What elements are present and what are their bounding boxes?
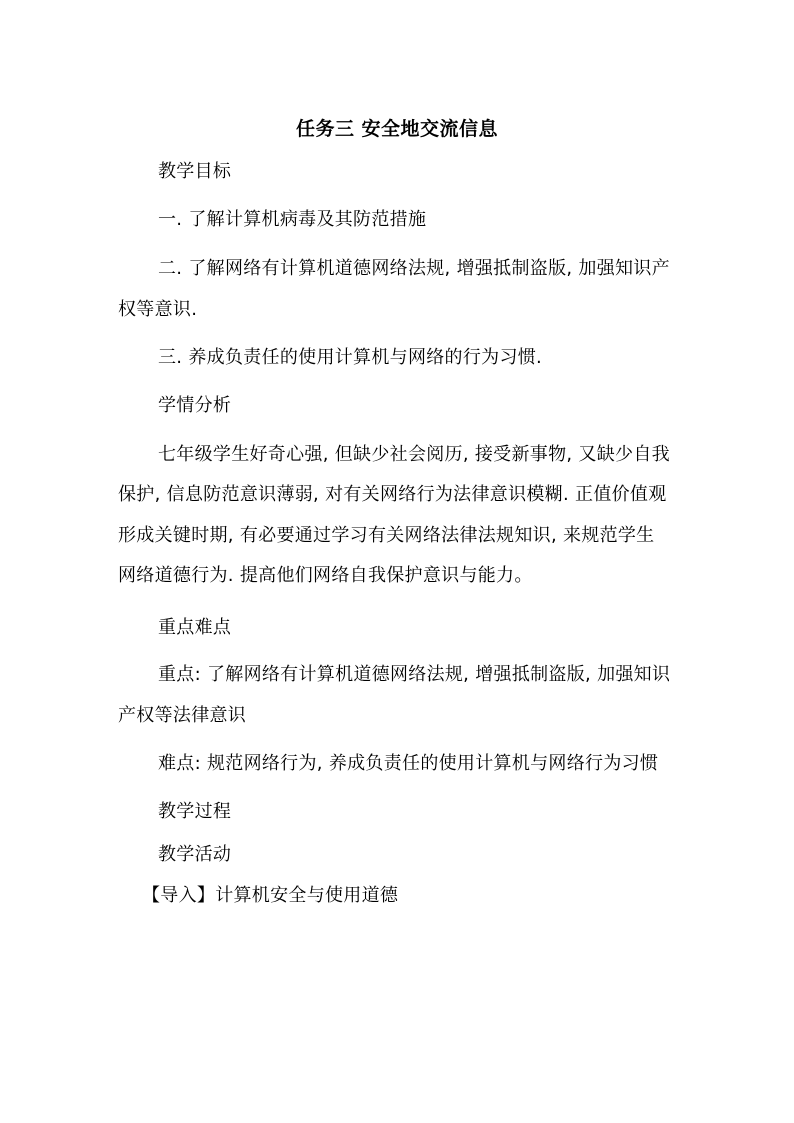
intro-heading: 【导入】计算机安全与使用道德	[142, 885, 399, 906]
keypoints-heading: 重点难点	[158, 617, 232, 638]
analysis-line-4: 网络道德行为. 提高他们网络自我保护意识与能力。	[118, 565, 533, 586]
objective-3: 三. 养成负责任的使用计算机与网络的行为习惯.	[158, 347, 543, 368]
analysis-line-2: 保护, 信息防范意识薄弱, 对有关网络行为法律意识模糊. 正值价值观	[118, 484, 667, 505]
activity-heading: 教学活动	[158, 844, 232, 865]
objective-2-line-2: 权等意识.	[118, 299, 198, 320]
objectives-heading: 教学目标	[158, 161, 232, 182]
objective-1: 一. 了解计算机病毒及其防范措施	[158, 209, 427, 230]
analysis-line-1: 七年级学生好奇心强, 但缺少社会阅历, 接受新事物, 又缺少自我	[158, 444, 670, 465]
key-point-line-1: 重点: 了解网络有计算机道德网络法规, 增强抵制盗版, 加强知识	[158, 664, 671, 685]
objective-2-line-1: 二. 了解网络有计算机道德网络法规, 增强抵制盗版, 加强知识产	[158, 258, 670, 279]
page-title: 任务三 安全地交流信息	[295, 118, 499, 140]
key-point-line-2: 产权等法律意识	[118, 705, 247, 726]
analysis-line-3: 形成关键时期, 有必要通过学习有关网络法律法规知识, 来规范学生	[118, 525, 655, 546]
difficult-point: 难点: 规范网络行为, 养成负责任的使用计算机与网络行为习惯	[158, 753, 659, 774]
process-heading: 教学过程	[158, 801, 232, 822]
analysis-heading: 学情分析	[158, 395, 232, 416]
